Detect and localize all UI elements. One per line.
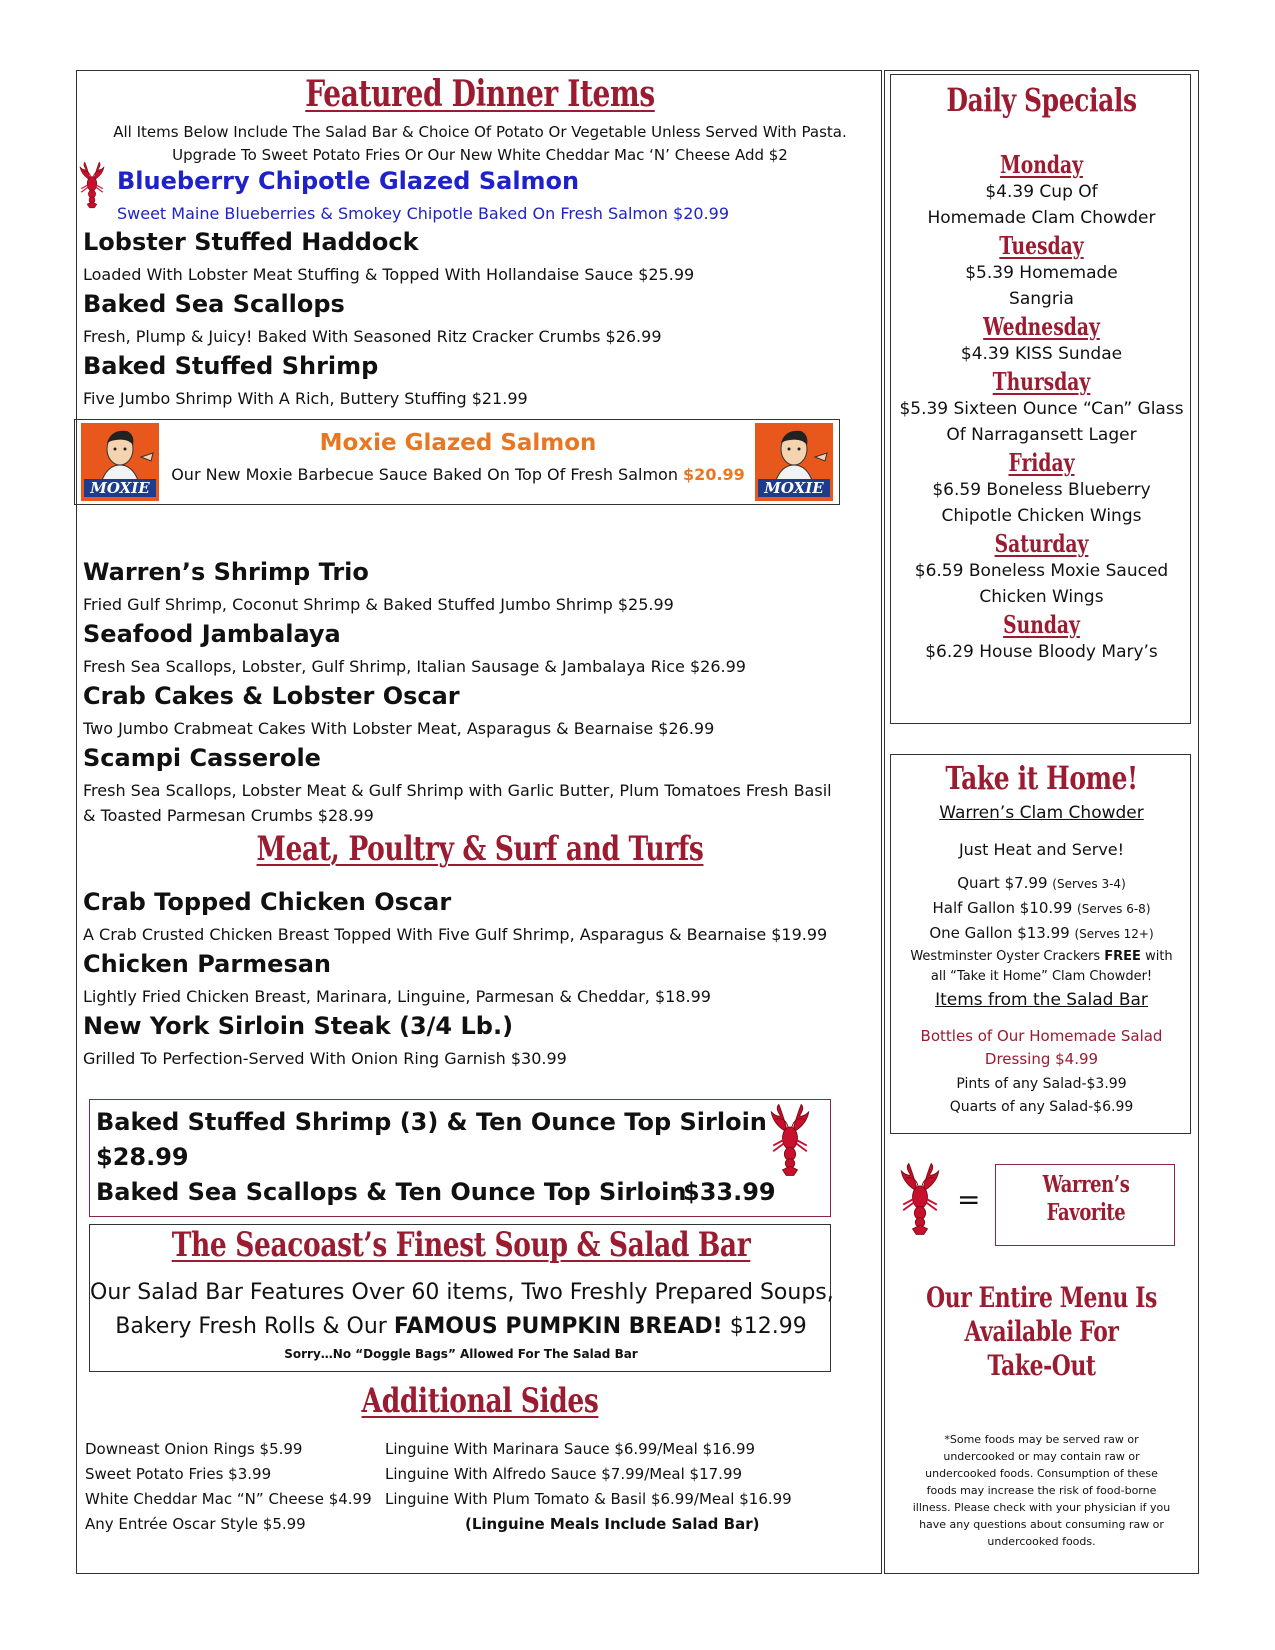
dressing-line: Bottles of Our Homemade Salad bbox=[920, 1027, 1163, 1045]
dish-name: Seafood Jambalaya bbox=[83, 620, 341, 648]
dish-desc: Fresh Sea Scallops, Lobster, Gulf Shrimp, Italian Sausage & Jambalaya Rice $26.99 bbox=[83, 657, 746, 676]
salad-bar-title: The Seacoast’s Finest Soup & Salad Bar bbox=[171, 1225, 751, 1265]
moxie-feature-box bbox=[74, 419, 840, 505]
day-friday: Friday bbox=[1008, 448, 1075, 477]
chowder-sizes bbox=[891, 871, 1192, 946]
size-price: One Gallon $13.99 bbox=[929, 924, 1070, 942]
featured-section bbox=[77, 73, 883, 115]
dish-desc: Two Jumbo Crabmeat Cakes With Lobster Meat, Asparagus & Bearnaise $26.99 bbox=[83, 719, 715, 738]
daily-title: Daily Specials bbox=[946, 81, 1137, 119]
surf-turf-box bbox=[89, 1099, 831, 1217]
salad-containers bbox=[891, 1073, 1192, 1119]
dish-desc: Loaded With Lobster Meat Stuffing & Topped With Hollandaise Sauce $25.99 bbox=[83, 265, 695, 284]
just-heat-text: Just Heat and Serve! bbox=[958, 840, 1125, 859]
lobster-icon bbox=[74, 159, 110, 211]
day-special: $6.59 Boneless Blueberry bbox=[932, 480, 1151, 500]
meat-section bbox=[77, 829, 883, 869]
combo-2-price: $33.99 bbox=[683, 1178, 776, 1206]
disclaimer-line: illness. Please check with your physician if you bbox=[912, 1501, 1171, 1514]
side-item: Any Entrée Oscar Style $5.99 bbox=[85, 1515, 306, 1533]
meat-title: Meat, Poultry & Surf and Turfs bbox=[256, 829, 704, 869]
moxie-dish-desc bbox=[75, 465, 841, 484]
dish-desc: Five Jumbo Shrimp With A Rich, Buttery Stuffing $21.99 bbox=[83, 389, 528, 408]
salad-bar-line-2 bbox=[90, 1314, 832, 1339]
take-home-title: Take it Home! bbox=[945, 759, 1138, 797]
free-text: FREE bbox=[1104, 949, 1141, 964]
dish-desc-continued: & Toasted Parmesan Crumbs $28.99 bbox=[83, 806, 374, 825]
crackers-line-1 bbox=[891, 947, 1192, 967]
featured-title: Featured Dinner Items bbox=[305, 73, 655, 115]
sides-note: (Linguine Meals Include Salad Bar) bbox=[465, 1515, 760, 1533]
featured-note-line-2: Upgrade To Sweet Potato Fries Or Our New White Cheddar Mac ‘N’ Cheese Add $2 bbox=[172, 146, 788, 164]
salad-bar-note: Sorry…No “Doggle Bags” Allowed For The Salad Bar bbox=[284, 1347, 638, 1361]
takeout-notice bbox=[885, 1281, 1198, 1383]
combo-1-price: $28.99 bbox=[96, 1143, 189, 1171]
day-special: $5.39 Sixteen Ounce “Can” Glass bbox=[899, 399, 1184, 419]
day-special: Homemade Clam Chowder bbox=[927, 208, 1156, 228]
featured-note-line-1: All Items Below Include The Salad Bar & Choice Of Potato Or Vegetable Unless Served With Pasta. bbox=[113, 123, 847, 141]
dish-name: Warren’s Shrimp Trio bbox=[83, 558, 369, 586]
dish-name: Lobster Stuffed Haddock bbox=[83, 228, 419, 256]
chowder-size bbox=[891, 871, 1192, 896]
side-item: Linguine With Plum Tomato & Basil $6.99/Meal $16.99 bbox=[385, 1490, 792, 1508]
dish-name: Scampi Casserole bbox=[83, 744, 321, 772]
side-item: Linguine With Alfredo Sauce $7.99/Meal $17.99 bbox=[385, 1465, 743, 1483]
disclaimer-line: undercooked foods. Consumption of these bbox=[925, 1467, 1158, 1480]
dish-desc: Grilled To Perfection-Served With Onion Ring Garnish $30.99 bbox=[83, 1049, 567, 1068]
legend-equals: = bbox=[957, 1183, 981, 1216]
size-serves: (Serves 3-4) bbox=[1052, 877, 1126, 891]
size-price: Half Gallon $10.99 bbox=[932, 899, 1073, 917]
dish-desc: Fried Gulf Shrimp, Coconut Shrimp & Baked Stuffed Jumbo Shrimp $25.99 bbox=[83, 595, 674, 614]
day-monday: Monday bbox=[1000, 150, 1083, 179]
day-special: $6.59 Boneless Moxie Sauced bbox=[914, 561, 1169, 581]
day-special: Sangria bbox=[1009, 289, 1074, 309]
quarts-text: Quarts of any Salad-$6.99 bbox=[949, 1099, 1134, 1115]
dish-desc: Lightly Fried Chicken Breast, Marinara, Linguine, Parmesan & Cheddar, $18.99 bbox=[83, 987, 711, 1006]
salad-bar-items-heading: Items from the Salad Bar bbox=[935, 990, 1148, 1010]
size-price: Quart $7.99 bbox=[957, 874, 1048, 892]
chowder-size bbox=[891, 896, 1192, 921]
favorite-legend-box bbox=[995, 1164, 1175, 1246]
salad-bar-box bbox=[89, 1224, 834, 1372]
dressing-line: Dressing $4.99 bbox=[984, 1050, 1099, 1068]
day-thursday: Thursday bbox=[992, 367, 1091, 396]
chowder-size bbox=[891, 921, 1192, 946]
day-special: $4.39 Cup Of bbox=[985, 182, 1098, 202]
size-serves: (Serves 6-8) bbox=[1077, 902, 1151, 916]
sides-right-list bbox=[385, 1437, 792, 1537]
size-serves: (Serves 12+) bbox=[1074, 927, 1154, 941]
dish-desc: A Crab Crusted Chicken Breast Topped With Five Gulf Shrimp, Asparagus & Bearnaise $19.99 bbox=[83, 925, 828, 944]
takeout-line-2: Available For bbox=[964, 1315, 1119, 1348]
salad-bar-line-1: Our Salad Bar Features Over 60 items, Two Freshly Prepared Soups, bbox=[90, 1280, 834, 1305]
dish-name: Baked Stuffed Shrimp bbox=[83, 352, 379, 380]
disclaimer-line: undercooked foods. bbox=[987, 1535, 1096, 1548]
daily-specials-box bbox=[890, 74, 1191, 724]
moxie-price: $20.99 bbox=[683, 465, 745, 484]
side-item: Sweet Potato Fries $3.99 bbox=[85, 1465, 272, 1483]
sides-section bbox=[77, 1381, 883, 1421]
crackers-note bbox=[891, 947, 1192, 987]
moxie-logo bbox=[755, 423, 833, 501]
side-item: Linguine With Marinara Sauce $6.99/Meal $16.99 bbox=[385, 1440, 756, 1458]
crackers-text: Westminster Oyster Crackers bbox=[910, 949, 1105, 964]
day-wednesday: Wednesday bbox=[983, 312, 1100, 341]
moxie-logo-text: MOXIE bbox=[84, 479, 156, 497]
day-special: $4.39 KISS Sundae bbox=[960, 344, 1123, 364]
chowder-heading: Warren’s Clam Chowder bbox=[939, 803, 1144, 823]
day-saturday: Saturday bbox=[994, 529, 1089, 558]
dish-name: Chicken Parmesan bbox=[83, 950, 332, 978]
combo-2-name: Baked Sea Scallops & Ten Ounce Top Sirloin bbox=[96, 1178, 687, 1206]
pumpkin-bread-text: FAMOUS PUMPKIN BREAD! bbox=[393, 1314, 723, 1339]
lobster-icon bbox=[762, 1096, 818, 1184]
salad-bar-text: Bakery Fresh Rolls & Our bbox=[115, 1314, 394, 1339]
takeout-line-3: Take-Out bbox=[987, 1349, 1096, 1382]
daily-list bbox=[891, 150, 1192, 665]
moxie-desc-text: Our New Moxie Barbecue Sauce Baked On Top Of Fresh Salmon bbox=[171, 465, 684, 484]
main-menu-panel bbox=[76, 70, 882, 1574]
day-special: Chipotle Chicken Wings bbox=[941, 506, 1142, 526]
dish-desc: Fresh Sea Scallops, Lobster Meat & Gulf Shrimp with Garlic Butter, Plum Tomatoes Fresh Basil bbox=[83, 781, 832, 800]
lobster-icon bbox=[892, 1154, 948, 1244]
featured-note bbox=[77, 121, 883, 167]
crackers-text: with bbox=[1140, 949, 1173, 964]
takeout-line-1: Our Entire Menu Is bbox=[926, 1281, 1157, 1314]
highlight-dish-name: Blueberry Chipotle Glazed Salmon bbox=[117, 167, 580, 195]
disclaimer-line: foods may increase the risk of food-borne bbox=[926, 1484, 1157, 1497]
moxie-man-icon bbox=[755, 423, 833, 483]
dish-name: Crab Cakes & Lobster Oscar bbox=[83, 682, 460, 710]
salad-bar-price: $12.99 bbox=[722, 1314, 807, 1339]
dressing-text bbox=[891, 1025, 1192, 1071]
sides-title: Additional Sides bbox=[361, 1381, 599, 1421]
side-item: Downeast Onion Rings $5.99 bbox=[85, 1440, 303, 1458]
dish-name: Crab Topped Chicken Oscar bbox=[83, 888, 452, 916]
day-sunday: Sunday bbox=[1003, 610, 1080, 639]
raw-food-disclaimer bbox=[885, 1431, 1198, 1550]
combo-1-name: Baked Stuffed Shrimp (3) & Ten Ounce Top Sirloin bbox=[96, 1108, 767, 1136]
disclaimer-line: have any questions about consuming raw or bbox=[919, 1518, 1164, 1531]
disclaimer-line: *Some foods may be served raw or bbox=[944, 1433, 1139, 1446]
day-special: Of Narragansett Lager bbox=[946, 425, 1137, 445]
take-home-box bbox=[890, 754, 1191, 1134]
sides-left-list bbox=[85, 1437, 372, 1537]
moxie-logo-text: MOXIE bbox=[758, 479, 830, 497]
day-tuesday: Tuesday bbox=[999, 231, 1084, 260]
day-special: $6.29 House Bloody Mary’s bbox=[925, 642, 1158, 662]
sidebar-panel bbox=[884, 70, 1199, 1574]
side-item: White Cheddar Mac “N” Cheese $4.99 bbox=[85, 1490, 372, 1508]
legend-label-line-2: Favorite bbox=[1046, 1199, 1126, 1226]
moxie-dish-name: Moxie Glazed Salmon bbox=[319, 430, 597, 456]
pints-text: Pints of any Salad-$3.99 bbox=[956, 1076, 1127, 1092]
legend-label-line-1: Warren’s bbox=[1042, 1171, 1130, 1198]
day-special: $5.39 Homemade bbox=[965, 263, 1118, 283]
dish-name: New York Sirloin Steak (3/4 Lb.) bbox=[83, 1012, 514, 1040]
highlight-dish-desc: Sweet Maine Blueberries & Smokey Chipotle Baked On Fresh Salmon $20.99 bbox=[117, 204, 729, 223]
disclaimer-line: undercooked or may contain raw or bbox=[943, 1450, 1140, 1463]
dish-name: Baked Sea Scallops bbox=[83, 290, 345, 318]
crackers-line-2: all “Take it Home” Clam Chowder! bbox=[930, 969, 1153, 984]
day-special: Chicken Wings bbox=[979, 587, 1104, 607]
dish-desc: Fresh, Plump & Juicy! Baked With Seasoned Ritz Cracker Crumbs $26.99 bbox=[83, 327, 662, 346]
